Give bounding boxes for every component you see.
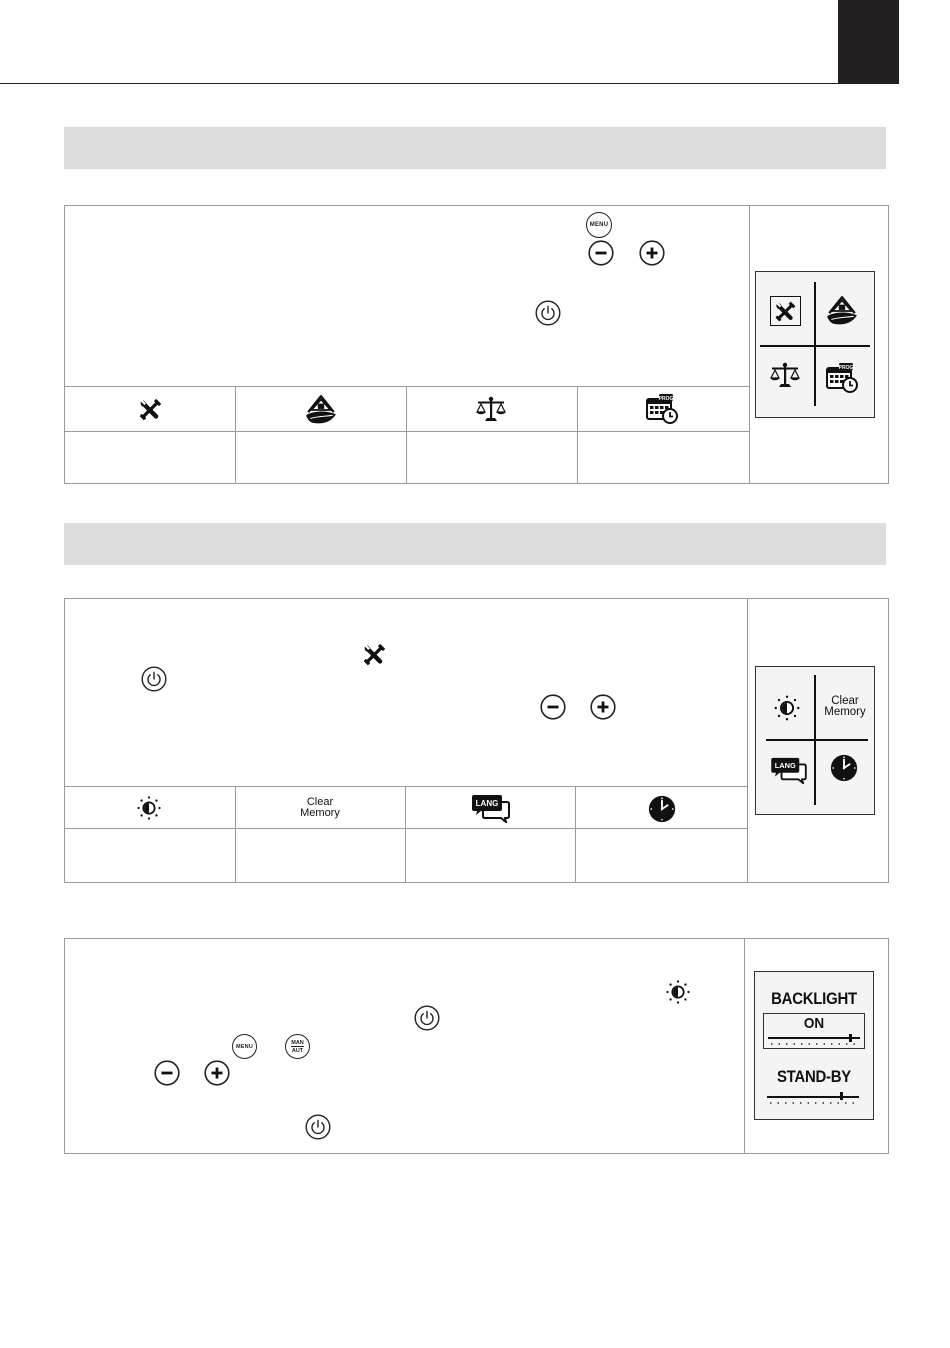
brightness-icon xyxy=(135,794,163,822)
standby-slider-knob xyxy=(840,1092,843,1100)
power-button[interactable] xyxy=(305,1114,331,1140)
backlight-value: ON xyxy=(803,1015,825,1032)
minus-button[interactable] xyxy=(540,694,566,720)
screen-tools-icon xyxy=(773,299,798,324)
power-button[interactable] xyxy=(414,1005,440,1031)
screen-clock-icon xyxy=(829,753,859,783)
standby-title: STAND-BY xyxy=(776,1067,852,1086)
tools-icon-inline xyxy=(361,641,388,668)
power-button[interactable] xyxy=(141,666,167,692)
section-banner-2 xyxy=(64,523,886,565)
tools-icon xyxy=(137,396,164,423)
backlight-panel xyxy=(64,938,889,1154)
screen-clear-memory: Clear Memory xyxy=(824,695,866,718)
clear-memory-line1: Clear xyxy=(306,796,334,808)
tab-cell-tools xyxy=(65,432,235,484)
minus-button[interactable] xyxy=(154,1060,180,1086)
plus-button[interactable] xyxy=(590,694,616,720)
settings-panel xyxy=(64,598,889,883)
tab-cell-prog xyxy=(578,432,748,484)
menu-button[interactable]: MENU xyxy=(586,212,612,238)
menu-screen-display xyxy=(755,271,875,418)
settings-screen-display xyxy=(755,666,875,815)
clear-memory-label xyxy=(265,797,375,819)
plus-button[interactable] xyxy=(204,1060,230,1086)
prog-calendar-icon xyxy=(645,393,679,425)
tab-cell-scale xyxy=(407,432,577,484)
menu-button[interactable]: MENU xyxy=(232,1034,257,1059)
minus-button[interactable] xyxy=(588,240,614,266)
screen-prog-icon xyxy=(824,362,860,394)
man-label: MAN xyxy=(291,1039,304,1046)
eco-home-icon xyxy=(304,393,338,427)
man-aut-button[interactable] xyxy=(285,1034,310,1059)
section-banner-1 xyxy=(64,127,886,169)
main-menu-panel xyxy=(64,205,889,484)
backlight-screen-display xyxy=(754,971,874,1120)
screen-language-icon xyxy=(770,756,808,784)
screen-eco-icon xyxy=(825,294,859,328)
clock-icon xyxy=(647,794,677,824)
clear-memory-line2: Memory xyxy=(300,807,340,819)
screen-scale-icon xyxy=(768,360,802,392)
tab-cell-clear-memory xyxy=(236,829,405,883)
backlight-value-box xyxy=(763,1013,865,1049)
header-rule xyxy=(0,83,899,84)
tab-cell-brightness xyxy=(65,829,235,883)
tab-cell-eco xyxy=(236,432,406,484)
tab-cell-clock xyxy=(576,829,747,883)
backlight-slider-track xyxy=(768,1037,860,1039)
backlight-title: BACKLIGHT xyxy=(771,989,857,1008)
aut-label: AUT xyxy=(291,1047,304,1054)
scale-icon xyxy=(474,394,508,426)
language-icon xyxy=(471,793,511,823)
chapter-tab xyxy=(838,0,899,83)
brightness-icon xyxy=(664,978,692,1006)
standby-slider-track xyxy=(767,1096,859,1098)
screen-brightness-icon xyxy=(772,693,802,723)
power-button[interactable] xyxy=(535,300,561,326)
backlight-slider-knob xyxy=(849,1034,852,1042)
plus-button[interactable] xyxy=(639,240,665,266)
tab-cell-language xyxy=(406,829,575,883)
